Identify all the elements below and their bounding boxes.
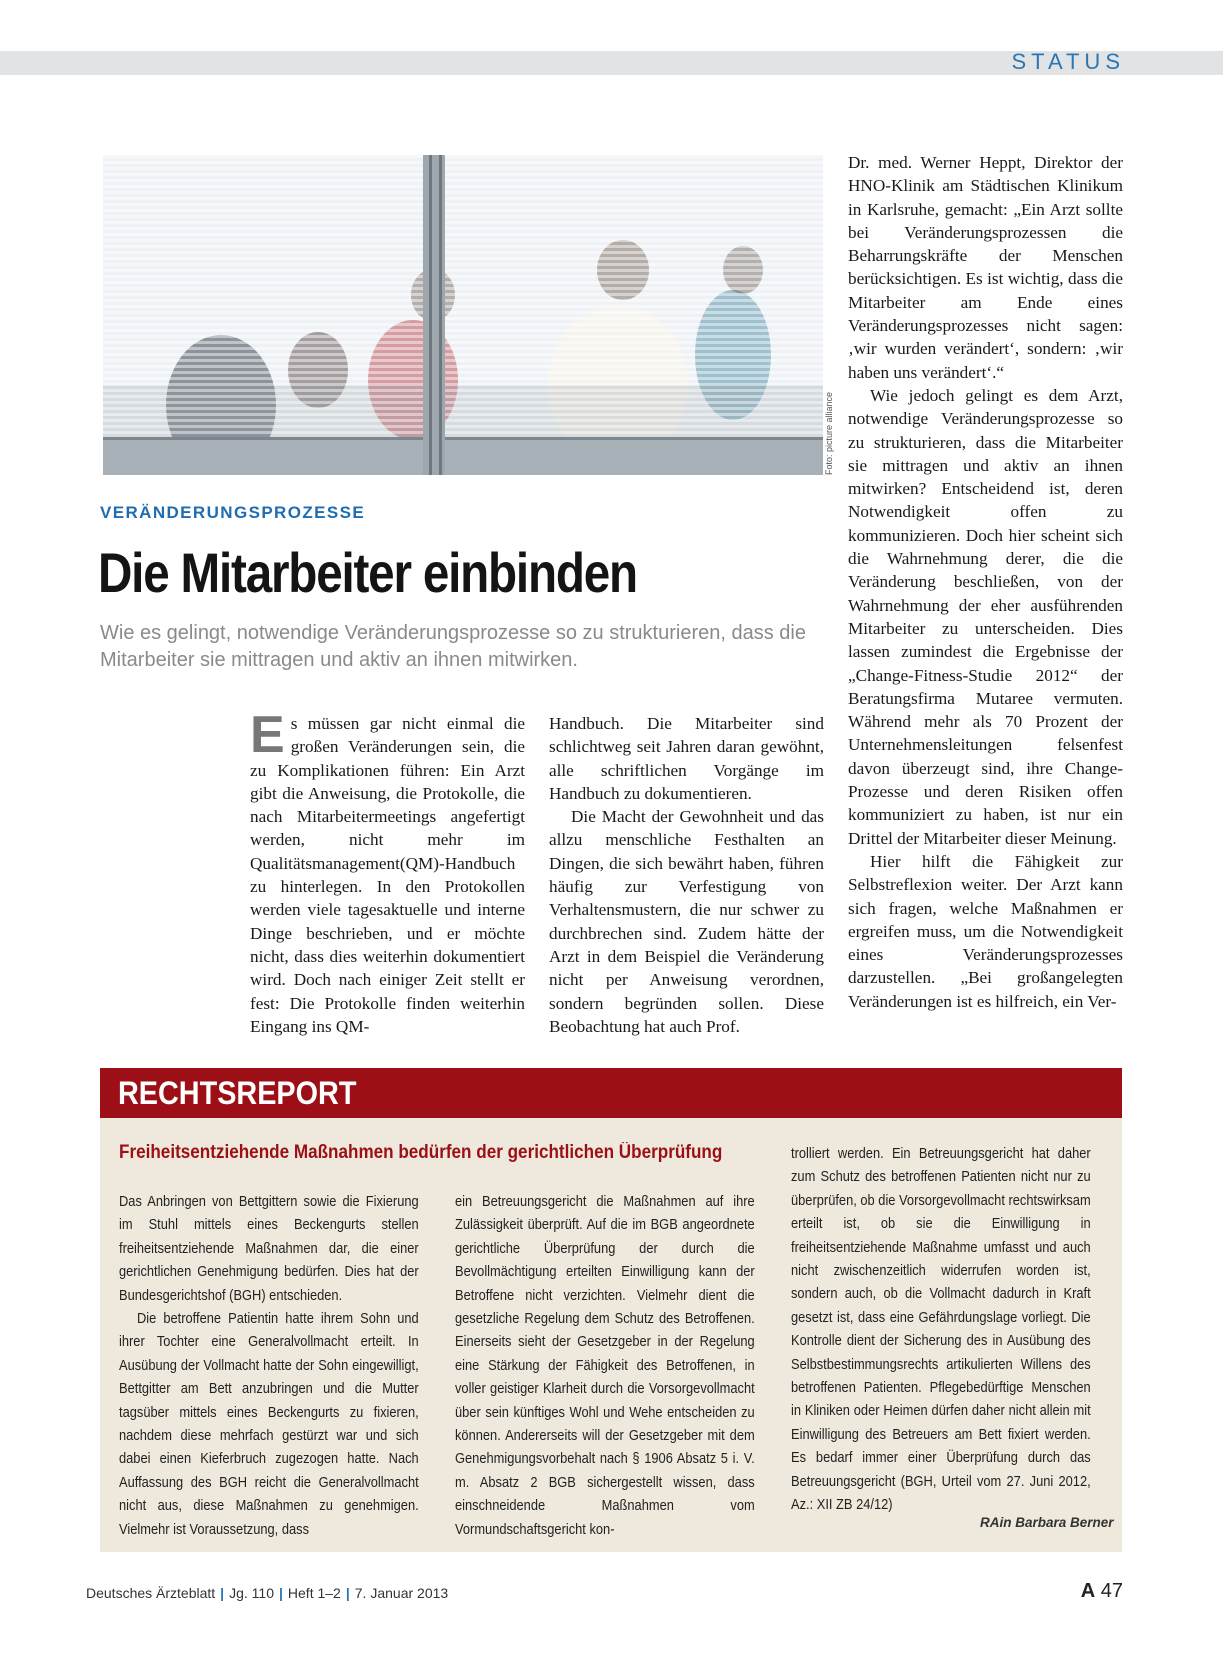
article-column-2	[549, 712, 824, 1038]
footer-separator: |	[278, 1585, 283, 1601]
body-paragraph: Hier hilft die Fähigkeit zur Selbstreflexion weiter. Der Arzt kann sich fragen, welche Maßnahmen er ergreifen muss, um die Notwendigkeit eines Veränderungsprozesses darzustellen. „Bei großangelegten Veränderungen ist es hilfreich, ein Ver-	[848, 851, 1123, 1011]
body-paragraph: s müssen gar nicht einmal die großen Veränderungen sein, die zu Komplikationen führen: Ein Arzt gibt die Anweisung, die Protokolle, die nach Mitarbeitermeetings angefertigt werden, nicht mehr im Qualitätsmanagement(QM)-Handbuch zu hinterlegen. In den Protokollen werden viele tagesaktuelle und interne Dinge beschrieben, und er möchte nicht, dass dies weiterhin dokumentiert wird. Doch nach einiger Zeit stellt er fest: Die Protokolle finden weiterhin Eingang ins QM-	[250, 714, 525, 1036]
rechtsreport-subtitle: Freiheitsentziehende Maßnahmen bedürfen der gerichtlichen Überprüfung	[119, 1142, 723, 1163]
report-paragraph: Das Anbringen von Bettgittern sowie die Fixierung im Stuhl mittels eines Beckengurts stellen freiheitsentziehende Maßnahmen dar, die einer gerichtlichen Genehmigung bedürfen. Dies hat der Bundesgerichtshof (BGH) entschieden.	[119, 1194, 419, 1304]
volume: Jg. 110	[229, 1585, 274, 1601]
rechtsreport-column-3	[791, 1143, 1091, 1518]
report-paragraph: Die betroffene Patientin hatte ihrem Sohn und ihrer Tochter eine Generalvollmacht erteilt. In Ausübung der Vollmacht hatte der Sohn eingewilligt, Bettgitter am Bett anzubringen und die Mutter tagsüber mittels eines Beckengurts zu fixieren, nachdem diese mehrfach gestürzt war und sich dabei einen Kieferbruch zugezogen hatte. Nach Auffassung des BGH reicht die Generalvollmacht nicht aus, diese Maßnahmen zu genehmigen. Vielmehr ist Voraussetzung, dass	[119, 1311, 419, 1538]
rechtsreport-title: RECHTSREPORT	[118, 1075, 357, 1111]
rechtsreport-column-2	[455, 1191, 755, 1542]
article-column-3	[848, 151, 1123, 1013]
article-deck: Wie es gelingt, notwendige Veränderungsprozesse so zu strukturieren, dass die Mitarbeiter sie mittragen und aktiv an ihnen mitwirken.	[100, 622, 806, 671]
rechtsreport-author: RAin Barbara Berner	[980, 1515, 1114, 1530]
report-paragraph: trolliert werden. Ein Betreuungsgericht hat daher zum Schutz des betroffenen Patienten nicht nur zu überprüfen, ob die Vorsorgevollmacht rechtswirksam erteilt ist, ob sie die Einwilligung in freiheitsentziehende Maßnahme umfasst und auch nicht zwischenzeitlich widerrufen worden ist, sondern auch, ob die Vollmacht dadurch in Kraft gesetzt ist, dass eine Gefährdungslage vorliegt. Die Kontrolle dient der Sicherung des in Ausübung des Selbstbestimmungsrechts artikulierten Willens des betroffenen Patienten. Pflegebedürftige Menschen in Kliniken oder Heimen dürfen daher nicht allein mit Einwilligung des Betreuers am Bett fixiert werden. Es bedarf immer einer Überprüfung durch das Betreuungsgericht (BGH, Urteil vom 27. Juni 2012, Az.: XII ZB 24/12)	[791, 1146, 1091, 1514]
body-paragraph: Wie jedoch gelingt es dem Arzt, notwendige Veränderungsprozesse so zu strukturieren, dass die Mitarbeiter sie mittragen und aktiv an ihnen mitwirken? Entscheidend ist, deren Notwendigkeit offen zu kommunizieren. Doch hier scheint sich die Wahrnehmung derer, die die Veränderung beschließen, von der Wahrnehmung der eher ausführenden Mitarbeiter zu unterscheiden. Dies lassen zumindest die Ergebnisse der „Change-Fitness-Studie 2012“ der Beratungsfirma Mutaree vermuten. Während mehr als 70 Prozent der Unternehmensleitungen felsenfest davon überzeugt sind, ihre Change-Prozesse und deren Risiken offen kommuniziert zu haben, ist nur ein Drittel der Mitarbeiter dieser Meinung.	[848, 385, 1123, 848]
article-photo	[103, 155, 823, 475]
issue-date: 7. Januar 2013	[354, 1585, 449, 1601]
page-number: A 47	[1080, 1580, 1123, 1602]
section-label: STATUS	[1011, 49, 1125, 74]
issue: Heft 1–2	[287, 1585, 341, 1601]
drop-cap: E	[250, 706, 285, 764]
article-title: Die Mitarbeiter einbinden	[98, 541, 637, 604]
footer-separator: |	[220, 1585, 225, 1601]
page-footer	[86, 1585, 448, 1601]
body-paragraph: Dr. med. Werner Heppt, Direktor der HNO-Klinik am Städtischen Klinikum in Karlsruhe, gemacht: „Ein Arzt sollte bei Veränderungsprozessen die Beharrungskräfte der Menschen berücksichtigen. Es ist wichtig, dass die Mitarbeiter am Ende eines Veränderungsprozesses nicht sagen: ‚wir wurden verändert‘, sondern: ‚wir haben uns verändert‘.“	[848, 153, 1123, 382]
publication-name: Deutsches Ärzteblatt	[86, 1585, 216, 1601]
body-paragraph: Handbuch. Die Mitarbeiter sind schlichtweg seit Jahren daran gewöhnt, alle schriftlichen Vorgänge im Handbuch zu dokumentieren.	[549, 714, 824, 803]
article-kicker: VERÄNDERUNGSPROZESSE	[100, 503, 366, 522]
photo-credit: Foto: picture alliance	[824, 391, 834, 475]
footer-separator: |	[345, 1585, 350, 1601]
report-paragraph: ein Betreuungsgericht die Maßnahmen auf ihre Zulässigkeit überprüft. Auf die im BGB angeordnete gerichtliche Überprüfung der durch die Bevollmächtigung erteilten Einwilligung kann der Betroffene nicht verzichten. Vielmehr dient die gesetzliche Regelung dem Schutz des Betroffenen. Einerseits sieht der Gesetzgeber in der Regelung eine Stärkung der Fähigkeit des Betroffenen, in voller geistiger Klarheit durch die Vorsorgevollmacht über sein künftiges Wohl und Wehe entscheiden zu können. Andererseits will der Gesetzgeber mit dem Genehmigungsvorbehalt nach § 1906 Absatz 5 i. V. m. Absatz 2 BGB sichergestellt wissen, dass einschneidende Maßnahmen vom Vormundschaftsgericht kon-	[455, 1194, 755, 1538]
body-paragraph: Die Macht der Gewohnheit und das allzu menschliche Festhalten an Dingen, die sich bewährt haben, führen häufig zur Verfestigung von Verhaltensmustern, die nur schwer zu durchbrechen sind. Zudem hätte der Arzt in dem Beispiel die Veränderung nicht per Anweisung verordnen, sondern begründen sollen. Diese Beobachtung hat auch Prof.	[549, 807, 824, 1036]
article-column-1	[250, 706, 525, 1038]
rechtsreport-column-1	[119, 1191, 419, 1542]
